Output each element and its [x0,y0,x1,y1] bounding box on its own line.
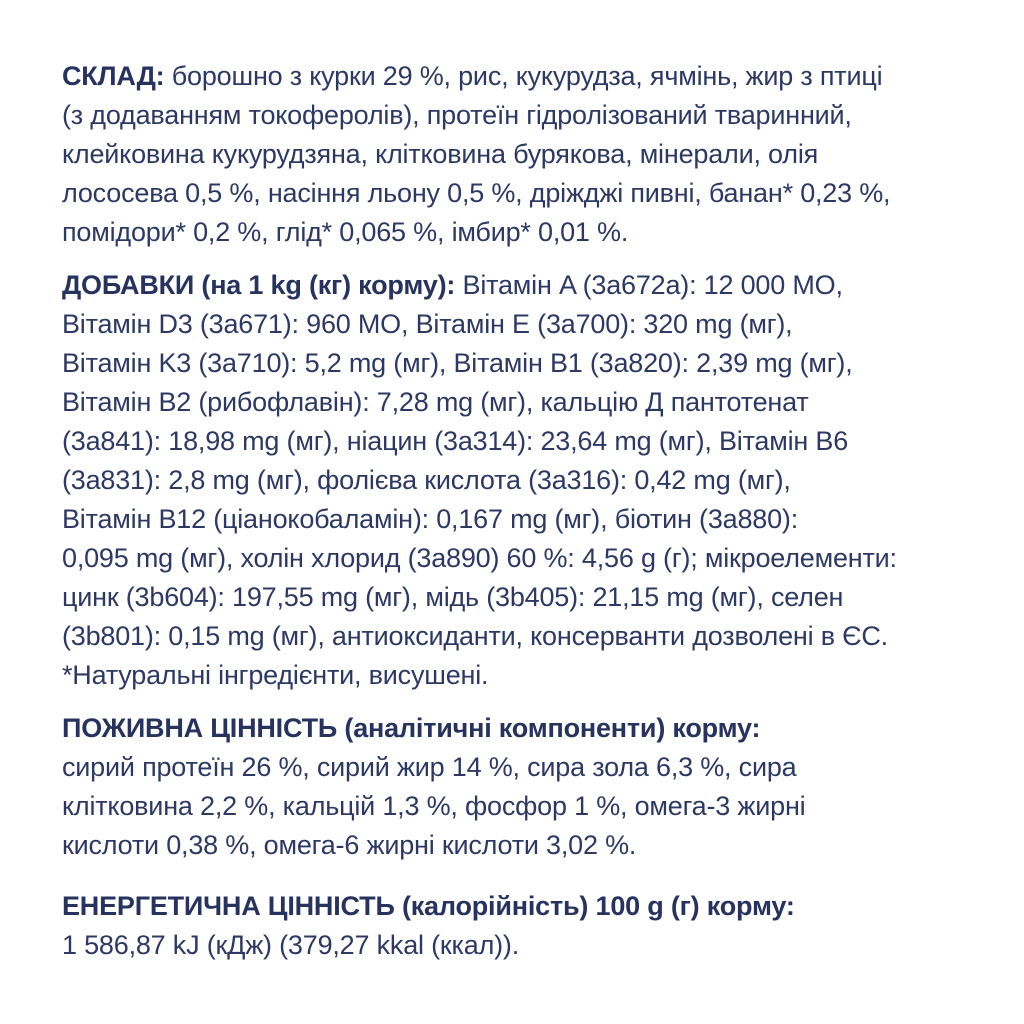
additives-line: Вітамін B2 (рибофлавін): 7,28 mg (мг), кальцію Д пантотенат [62,387,809,417]
additives-line: (3a831): 2,8 mg (мг), фолієва кислота (3a316): 0,42 mg (мг), [62,465,791,495]
additives-line: (3b801): 0,15 mg (мг), антиоксиданти, консерванти дозволені в ЄС. [62,621,888,651]
section-energy [62,887,1012,965]
composition-line: борошно з курки 29 %, рис, кукурудза, ячмінь, жир з птиці [171,61,883,91]
section-composition [62,57,1012,252]
additives-line: Вітамін A (3a672a): 12 000 МО, [462,270,843,300]
additives-line: Вітамін K3 (3a710): 5,2 mg (мг), Вітамін B1 (3a820): 2,39 mg (мг), [62,348,853,378]
composition-line: клейковина кукурудзяна, клітковина бурякова, мінерали, олія [62,139,819,169]
energy-line: 1 586,87 kJ (кДж) (379,27 kkal (ккал)). [62,930,520,960]
additives-heading: ДОБАВКИ (на 1 kg (кг) корму): [62,270,456,300]
composition-line: лососева 0,5 %, насіння льону 0,5 %, дріжджі пивні, банан* 0,23 %, [62,178,891,208]
composition-line: (з додаванням токоферолів), протеїн гідролізований тваринний, [62,100,852,130]
additives-line: Вітамін D3 (3a671): 960 МО, Вітамін E (3a700): 320 mg (мг), [62,309,793,339]
composition-heading: СКЛАД: [62,61,165,91]
section-nutrition [62,709,1012,865]
additives-line: 0,095 mg (мг), холін хлорид (3a890) 60 %: 4,56 g (г); мікроелементи: [62,543,897,573]
composition-line: помідори* 0,2 %, глід* 0,065 %, імбир* 0,01 %. [62,217,629,247]
nutrition-line: клітковина 2,2 %, кальцій 1,3 %, фосфор 1 %, омега-3 жирні [62,791,806,821]
nutrition-line: кислоти 0,38 %, омега-6 жирні кислоти 3,02 %. [62,830,637,860]
energy-heading: ЕНЕРГЕТИЧНА ЦІННІСТЬ (калорійність) 100 g (г) корму: [62,891,795,921]
additives-footnote: *Натуральні інгредієнти, висушені. [62,660,489,690]
additives-line: Вітамін B12 (ціанокобаламін): 0,167 mg (мг), біотин (3a880): [62,504,799,534]
pet-food-label-info-panel [62,57,1012,979]
nutrition-line: сирий протеїн 26 %, сирий жир 14 %, сира зола 6,3 %, сира [62,752,797,782]
additives-line: (3a841): 18,98 mg (мг), ніацин (3a314): 23,64 mg (мг), Вітамін B6 [62,426,849,456]
additives-line: цинк (3b604): 197,55 mg (мг), мідь (3b405): 21,15 mg (мг), селен [62,582,844,612]
section-additives [62,266,1012,695]
nutrition-heading: ПОЖИВНА ЦІННІСТЬ (аналітичні компоненти) корму: [62,713,761,743]
